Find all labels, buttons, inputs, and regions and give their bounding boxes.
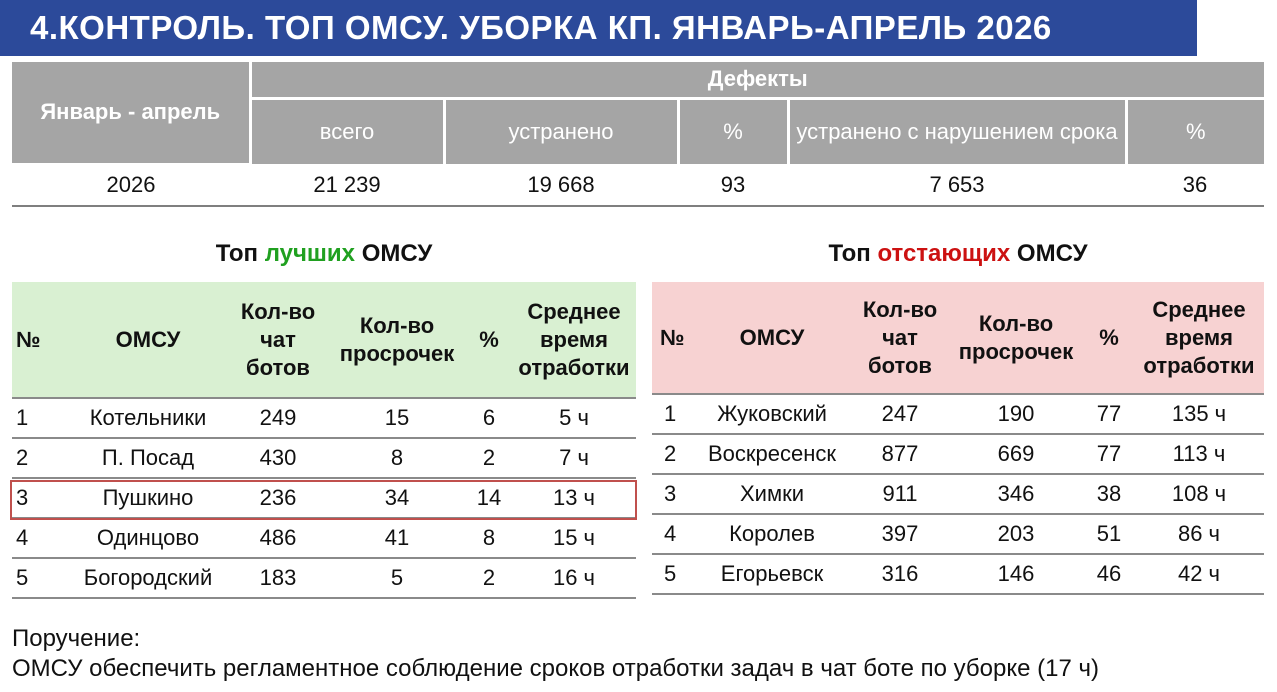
best-highlight-word: лучших [264,240,356,267]
header-num: № [660,324,685,350]
header-overdue: Кол-во просрочек [339,312,455,366]
instruction-text: ОМСУ обеспечить регламентное соблюдение сроков отработки задач в чат боте по уборке (17 ч) [12,655,1099,682]
summary-fixed: 19 668 [444,164,678,206]
worst-highlight-word: отстающих [877,240,1011,267]
header-pct: % [479,326,499,352]
header-time: Среднее время отработки [518,298,630,380]
table-row: 2 П. Посад 430 8 2 7 ч [12,438,636,478]
table-header-row [652,282,1264,394]
instruction-block [12,624,1099,684]
summary-total: 21 239 [250,164,444,206]
header-omsu: ОМСУ [115,326,181,352]
table-row: 2 Воскресенск 877 669 77 113 ч [652,434,1264,474]
defects-group-header: Дефекты [250,62,1264,98]
table-row: 1 Котельники 249 15 6 5 ч [12,398,636,438]
table-row: 4 Королев 397 203 51 86 ч [652,514,1264,554]
col-fixed-header: устранено [444,98,678,164]
table-row: 1 Жуковский 247 190 77 135 ч [652,394,1264,434]
col-late-fixed-header: устранено с нарушением срока [788,98,1126,164]
table-row: 3 Химки 911 346 38 108 ч [652,474,1264,514]
summary-fixed-pct: 93 [678,164,788,206]
header-bots: Кол-во чат ботов [862,296,938,378]
header-pct: % [1099,324,1119,350]
summary-late-pct: 36 [1126,164,1264,206]
col-late-pct-header: % [1126,98,1264,164]
header-num: № [16,326,41,352]
summary-row [12,164,1264,206]
period-header: Январь - апрель [12,62,250,164]
table-row: 4 Одинцово 486 41 8 15 ч [12,518,636,558]
header-overdue: Кол-во просрочек [958,310,1074,364]
header-omsu: ОМСУ [739,324,805,350]
header-bots: Кол-во чат ботов [240,298,316,380]
header-time: Среднее время отработки [1143,296,1255,378]
table-header-row [12,282,636,398]
instruction-label: Поручение: [12,625,141,652]
table-row: 5 Богородский 183 5 2 16 ч [12,558,636,598]
worst-omsu-title: Топ отстающих ОМСУ [828,240,1088,267]
table-row: 5 Егорьевск 316 146 46 42 ч [652,554,1264,594]
page-title: 4.КОНТРОЛЬ. ТОП ОМСУ. УБОРКА КП. ЯНВАРЬ-АПРЕЛЬ 2026 [0,0,1197,56]
worst-omsu-table [652,282,1264,595]
best-omsu-table [12,282,636,599]
col-fixed-pct-header: % [678,98,788,164]
best-omsu-title: Топ лучших ОМСУ [215,240,433,267]
defects-summary-table [12,62,1264,207]
summary-year: 2026 [12,164,250,206]
summary-late-fixed: 7 653 [788,164,1126,206]
table-row-highlighted: 3 Пушкино 236 34 14 13 ч [12,478,636,518]
col-total-header: всего [250,98,444,164]
